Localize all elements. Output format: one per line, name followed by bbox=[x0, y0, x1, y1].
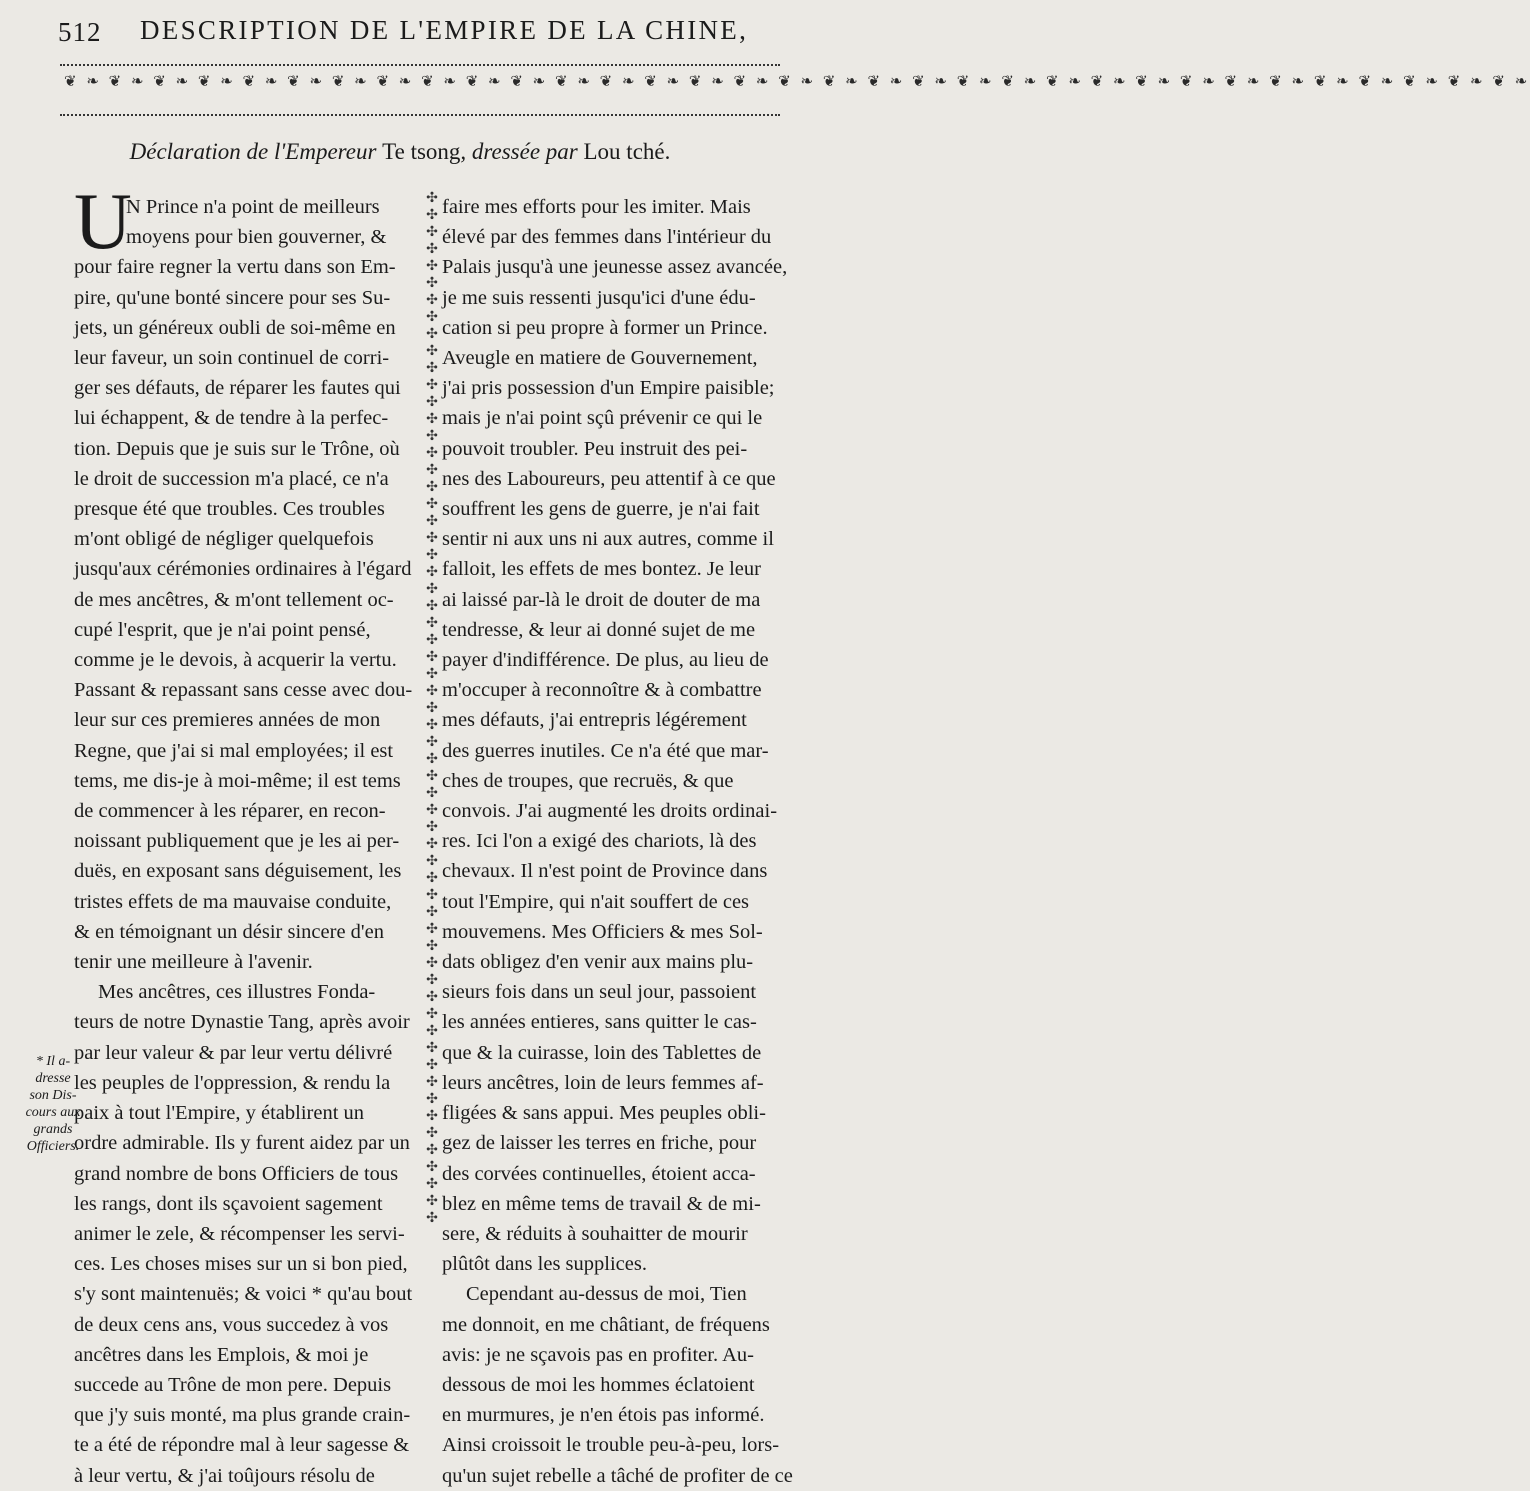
margin-note-line: son Dis- bbox=[29, 1088, 77, 1103]
text-line: Palais jusqu'à une jeunesse assez avancée, bbox=[442, 256, 788, 279]
text-line: duës, en exposant sans déguisement, les bbox=[74, 860, 402, 883]
text-line: pouvoit troubler. Peu instruit des pei- bbox=[442, 437, 748, 460]
text-line: & en témoignant un désir sincere d'en bbox=[74, 920, 384, 943]
text-line: des corvées continuelles, étoient acca- bbox=[442, 1162, 756, 1185]
text-line: lui échappent, & de tendre à la perfec- bbox=[74, 407, 389, 430]
text-line: me donnoit, en me châtiant, de fréquens bbox=[442, 1313, 770, 1336]
text-line: fligées & sans appui. Mes peuples obli- bbox=[442, 1102, 766, 1125]
text-line: leur faveur, un soin continuel de corri- bbox=[74, 347, 390, 370]
text-line: dessous de moi les hommes éclatoient bbox=[442, 1373, 755, 1396]
text-line: s'y sont maintenuës; & voici * qu'au bout bbox=[74, 1283, 413, 1306]
text-line: le droit de succession m'a placé, ce n'a bbox=[74, 467, 389, 490]
text-line: en murmures, je n'en étois pas informé. bbox=[442, 1404, 765, 1427]
right-column bbox=[442, 192, 793, 1491]
text-line: mouvemens. Mes Officiers & mes Sol- bbox=[442, 920, 763, 943]
text-line: j'ai pris possession d'un Empire paisible; bbox=[442, 377, 775, 400]
text-line: je me suis ressenti jusqu'ici d'une édu- bbox=[442, 286, 756, 309]
text-line: Ainsi croissoit le trouble peu-à-peu, lors- bbox=[442, 1434, 780, 1457]
heading-part1: Déclaration de l'Empereur bbox=[129, 139, 383, 164]
margin-note-line: Officiers. bbox=[26, 1139, 80, 1154]
running-title: DESCRIPTION DE L'EMPIRE DE LA CHINE, bbox=[140, 15, 749, 45]
heading-part2: , dressée par bbox=[460, 139, 584, 164]
text-line: leurs ancêtres, loin de leurs femmes af- bbox=[442, 1071, 764, 1094]
margin-note-line: cours aux bbox=[25, 1105, 81, 1120]
text-line: Aveugle en matiere de Gouvernement, bbox=[442, 347, 758, 370]
column-divider: ✣ ✣ ✣ ✣ ✣ ✣ ✣ ✣ ✣ ✣ ✣ ✣ ✣ ✣ ✣ ✣ ✣ ✣ ✣ ✣ ✣ ✣ ✣ ✣ ✣ ✣ ✣ ✣ ✣ ✣ ✣ ✣ ✣ ✣ ✣ ✣ ✣ ✣ ✣ ✣ ✣ ✣ ✣ ✣ ✣ ✣ ✣ ✣ ✣ ✣ ✣ ✣ ✣ ✣ ✣ ✣ ✣ ✣ ✣ ✣ ✣ bbox=[426, 191, 438, 1226]
text-line: que & la cuirasse, loin des Tablettes de bbox=[442, 1041, 762, 1064]
margin-note-line: dresse bbox=[35, 1071, 71, 1086]
text-line: cation si peu propre à former un Prince. bbox=[442, 316, 768, 339]
text-line: ches de troupes, que recruës, & que bbox=[442, 769, 734, 792]
text-line: leur sur ces premieres années de mon bbox=[74, 709, 381, 732]
text-line: ces. Les choses mises sur un si bon pied, bbox=[74, 1253, 408, 1276]
text-line: souffrent les gens de guerre, je n'ai fait bbox=[442, 498, 760, 521]
ornament-band: ❦ ❧ ❦ ❧ ❦ ❧ ❦ ❧ ❦ ❧ ❦ ❧ ❦ ❧ ❦ ❧ ❦ ❧ ❦ ❧ ❦ ❧ ❦ ❧ ❦ ❧ ❦ ❧ ❦ ❧ ❦ ❧ ❦ ❧ ❦ ❧ ❦ ❧ ❦ ❧ ❦ ❧ ❦ ❧ ❦ ❧ ❦ ❧ ❦ ❧ ❦ ❧ ❦ ❧ ❦ ❧ ❦ ❧ ❦ ❧ ❦ ❧ ❦ ❧ ❦ ❧ bbox=[64, 74, 1530, 90]
text-line: moyens pour bien gouverner, & bbox=[126, 226, 387, 249]
text-line: des guerres inutiles. Ce n'a été que mar- bbox=[442, 739, 769, 762]
heading-name: Te tsong bbox=[382, 139, 461, 164]
margin-note-line: * Il a- bbox=[35, 1054, 71, 1069]
text-line: payer d'indifférence. De plus, au lieu de bbox=[442, 649, 769, 672]
text-line: dats obligez d'en venir aux mains plu- bbox=[442, 951, 754, 974]
margin-note-line: grands bbox=[33, 1122, 73, 1137]
text-line: cupé l'esprit, que je n'ai point pensé, bbox=[74, 618, 371, 641]
text-line: sentir ni aux uns ni aux autres, comme il bbox=[442, 528, 774, 551]
text-line: gez de laisser les terres en friche, pour bbox=[442, 1132, 757, 1155]
text-line: plûtôt dans les supplices. bbox=[442, 1253, 647, 1276]
text-line: de mes ancêtres, & m'ont tellement oc- bbox=[74, 588, 394, 611]
text-line: te a été de répondre mal à leur sagesse & bbox=[74, 1434, 410, 1457]
text-line: faire mes efforts pour les imiter. Mais bbox=[442, 196, 751, 218]
text-line: animer le zele, & récompenser les servi- bbox=[74, 1222, 405, 1245]
text-line: les années entieres, sans quitter le cas- bbox=[442, 1011, 757, 1034]
text-line: les peuples de l'oppression, & rendu la bbox=[74, 1071, 391, 1094]
text-line: que j'y suis monté, ma plus grande crain- bbox=[74, 1404, 411, 1427]
text-line: ordre admirable. Ils y furent aidez par un bbox=[74, 1132, 410, 1155]
text-line: paix à tout l'Empire, y établirent un bbox=[74, 1102, 365, 1125]
section-heading bbox=[0, 139, 800, 165]
text-line: tion. Depuis que je suis sur le Trône, où bbox=[74, 437, 400, 460]
text-line: jusqu'aux cérémonies ordinaires à l'égard bbox=[74, 558, 412, 581]
text-line: ancêtres dans les Emplois, & moi je bbox=[74, 1343, 369, 1366]
text-line: ai laissé par-là le droit de douter de ma bbox=[442, 588, 761, 611]
text-line: tems, me dis-je à moi-même; il est tems bbox=[74, 769, 401, 792]
text-line: nes des Laboureurs, peu attentif à ce que bbox=[442, 467, 776, 490]
text-line: Regne, que j'ai si mal employées; il est bbox=[74, 739, 394, 762]
text-line: ger ses défauts, de réparer les fautes qui bbox=[74, 377, 401, 400]
text-line: grand nombre de bons Officiers de tous bbox=[74, 1162, 399, 1185]
text-line: sieurs fois dans un seul jour, passoient bbox=[442, 981, 757, 1004]
text-line: élevé par des femmes dans l'intérieur du bbox=[442, 226, 772, 249]
text-line: mes défauts, j'ai entrepris légérement bbox=[442, 709, 747, 732]
text-line: qu'un sujet rebelle a tâché de profiter de ce bbox=[442, 1464, 793, 1487]
text-line: Mes ancêtres, ces illustres Fonda- bbox=[98, 981, 376, 1004]
text-line: convois. J'ai augmenté les droits ordinai- bbox=[442, 800, 778, 823]
text-line: res. Ici l'on a exigé des chariots, là des bbox=[442, 830, 757, 853]
text-line: tristes effets de ma mauvaise conduite, bbox=[74, 890, 392, 913]
text-line: pour faire regner la vertu dans son Em- bbox=[74, 256, 396, 279]
text-line: tout l'Empire, qui n'ait souffert de ces bbox=[442, 890, 750, 913]
margin-note bbox=[18, 1053, 88, 1155]
text-line: par leur valeur & par leur vertu délivré bbox=[74, 1041, 393, 1064]
text-line: pire, qu'une bonté sincere pour ses Su- bbox=[74, 286, 391, 309]
text-line: les rangs, dont ils sçavoient sagement bbox=[74, 1192, 383, 1215]
page-number: 512 bbox=[58, 17, 102, 47]
text-line: avis: je ne sçavois pas en profiter. Au- bbox=[442, 1343, 754, 1366]
heading-author: Lou tché. bbox=[583, 139, 671, 164]
text-line: chevaux. Il n'est point de Province dans bbox=[442, 860, 768, 883]
text-line: N Prince n'a point de meilleurs bbox=[126, 196, 380, 218]
text-line: comme je le devois, à acquerir la vertu. bbox=[74, 649, 397, 672]
text-line: tenir une meilleure à l'avenir. bbox=[74, 951, 313, 974]
text-line: blez en même tems de travail & de mi- bbox=[442, 1192, 761, 1215]
drop-cap: U bbox=[74, 178, 132, 266]
text-line: de commencer à les réparer, en recon- bbox=[74, 800, 386, 823]
text-line: noissant publiquement que je les ai per- bbox=[74, 830, 400, 853]
text-line: presque été que troubles. Ces troubles bbox=[74, 498, 385, 521]
text-line: tendresse, & leur ai donné sujet de me bbox=[442, 618, 756, 641]
text-line: mais je n'ai point sçû prévenir ce qui le bbox=[442, 407, 763, 430]
text-line: m'occuper à reconnoître & à combattre bbox=[442, 679, 762, 702]
text-line: sere, & réduits à souhaitter de mourir bbox=[442, 1222, 748, 1245]
text-line: succede au Trône de mon pere. Depuis bbox=[74, 1373, 392, 1396]
text-line: m'ont obligé de négliger quelquefois bbox=[74, 528, 374, 551]
text-line: falloit, les effets de mes bontez. Je leur bbox=[442, 558, 761, 581]
text-line: de deux cens ans, vous succedez à vos bbox=[74, 1313, 389, 1336]
text-line: jets, un généreux oubli de soi-même en bbox=[74, 316, 396, 339]
text-line: Passant & repassant sans cesse avec dou- bbox=[74, 679, 413, 702]
text-line: teurs de notre Dynastie Tang, après avoir bbox=[74, 1011, 410, 1034]
left-column bbox=[74, 178, 426, 1491]
text-line: Cependant au-dessus de moi, Tien bbox=[466, 1283, 747, 1306]
text-line: à leur vertu, & j'ai toûjours résolu de bbox=[74, 1464, 375, 1487]
